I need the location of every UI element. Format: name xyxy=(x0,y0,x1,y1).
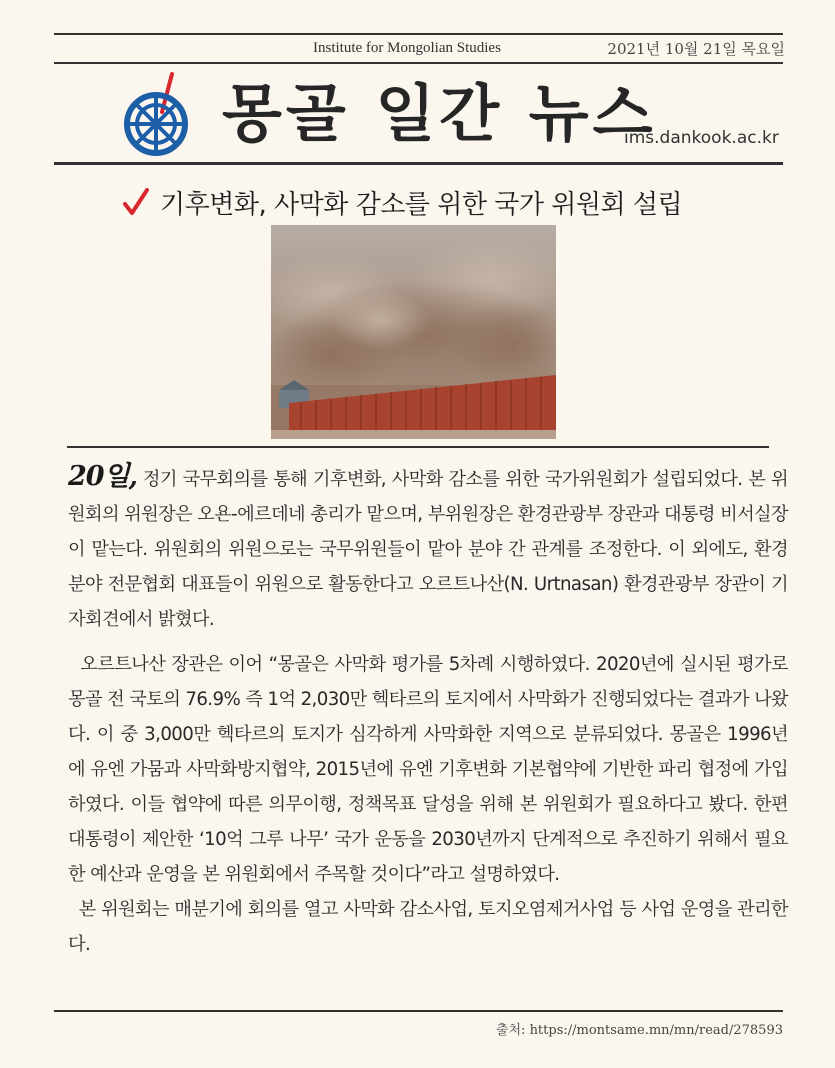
source-link[interactable]: https://montsame.mn/mn/read/278593 xyxy=(529,1023,783,1038)
institute-name: Institute for Mongolian Studies xyxy=(313,40,501,56)
dharma-wheel-logo-icon xyxy=(120,72,192,162)
article-photo xyxy=(271,225,556,439)
meta-rule xyxy=(54,62,783,64)
article-headline: 기후변화, 사막화 감소를 위한 국가 위원회 설립 xyxy=(160,190,683,220)
article-paragraph-2 xyxy=(68,647,788,892)
article-paragraph-3 xyxy=(68,892,788,962)
masthead-title: 몽골 일간 뉴스 xyxy=(222,77,657,150)
article-paragraph-1 xyxy=(68,459,788,637)
article-body xyxy=(68,459,788,962)
footer-rule xyxy=(54,1010,783,1012)
paragraph-2-text: 오르트나산 장관은 이어 “몽골은 사막화 평가를 5차례 시행하였다. 2020년에 실시된 평가로 몽골 전 국토의 76.9% 즉 1억 2,030만 헥타르의 토지에서 사막화가 진행되었다는 결과가 나왔다. 이 중 3,000만 헥타르의 토지가 심각하게 사막화한 지역으로 분류되었다. 몽골은 1996년에 유엔 가뭄과 사막화방지협약, 2015년에 유엔 기후변화 기본협약에 기반한 파리 협정에 가입하였다. 이들 협약에 따른 의무이행, 정책목표 달성을 위해 본 위원회가 필요하다고 봤다. 한편 대통령이 제안한 ‘10억 그루 나무’ 국가 운동을 2030년까지 단계적으로 추진하기 위해서 필요한 예산과 운영을 본 위원회에서 주목할 것이다”라고 설명하였다. xyxy=(68,654,789,885)
top-rule xyxy=(54,33,783,35)
source-label: 출처: xyxy=(495,1023,526,1038)
date-lead: 20일, xyxy=(68,461,138,492)
site-url[interactable]: ims.dankook.ac.kr xyxy=(624,128,779,148)
masthead-rule xyxy=(54,162,783,165)
article-rule xyxy=(67,446,769,448)
top-meta-bar xyxy=(0,38,835,62)
paragraph-3-text: 본 위원회는 매분기에 회의를 열고 사막화 감소사업, 토지오염제거사업 등 사업 운영을 관리한다. xyxy=(68,899,788,955)
check-icon xyxy=(121,187,151,217)
issue-date: 2021년 10월 21일 목요일 xyxy=(607,40,785,58)
paragraph-1-text: 정기 국무회의를 통해 기후변화, 사막화 감소를 위한 국가위원회가 설립되었다. 본 위원회의 위원장은 오욘-에르데네 총리가 맡으며, 부위원장은 환경관광부 장관과 대통령 비서실장이 맡는다. 위원회의 위원으로는 국무위원들이 맡아 분야 간 관계를 조정한다. 이 외에도, 환경분야 전문협회 대표들이 위원으로 활동한다고 오르트나산(N. Urtnasan) 환경관광부 장관이 기자회견에서 밝혔다. xyxy=(68,469,788,630)
source-citation xyxy=(496,1019,783,1038)
